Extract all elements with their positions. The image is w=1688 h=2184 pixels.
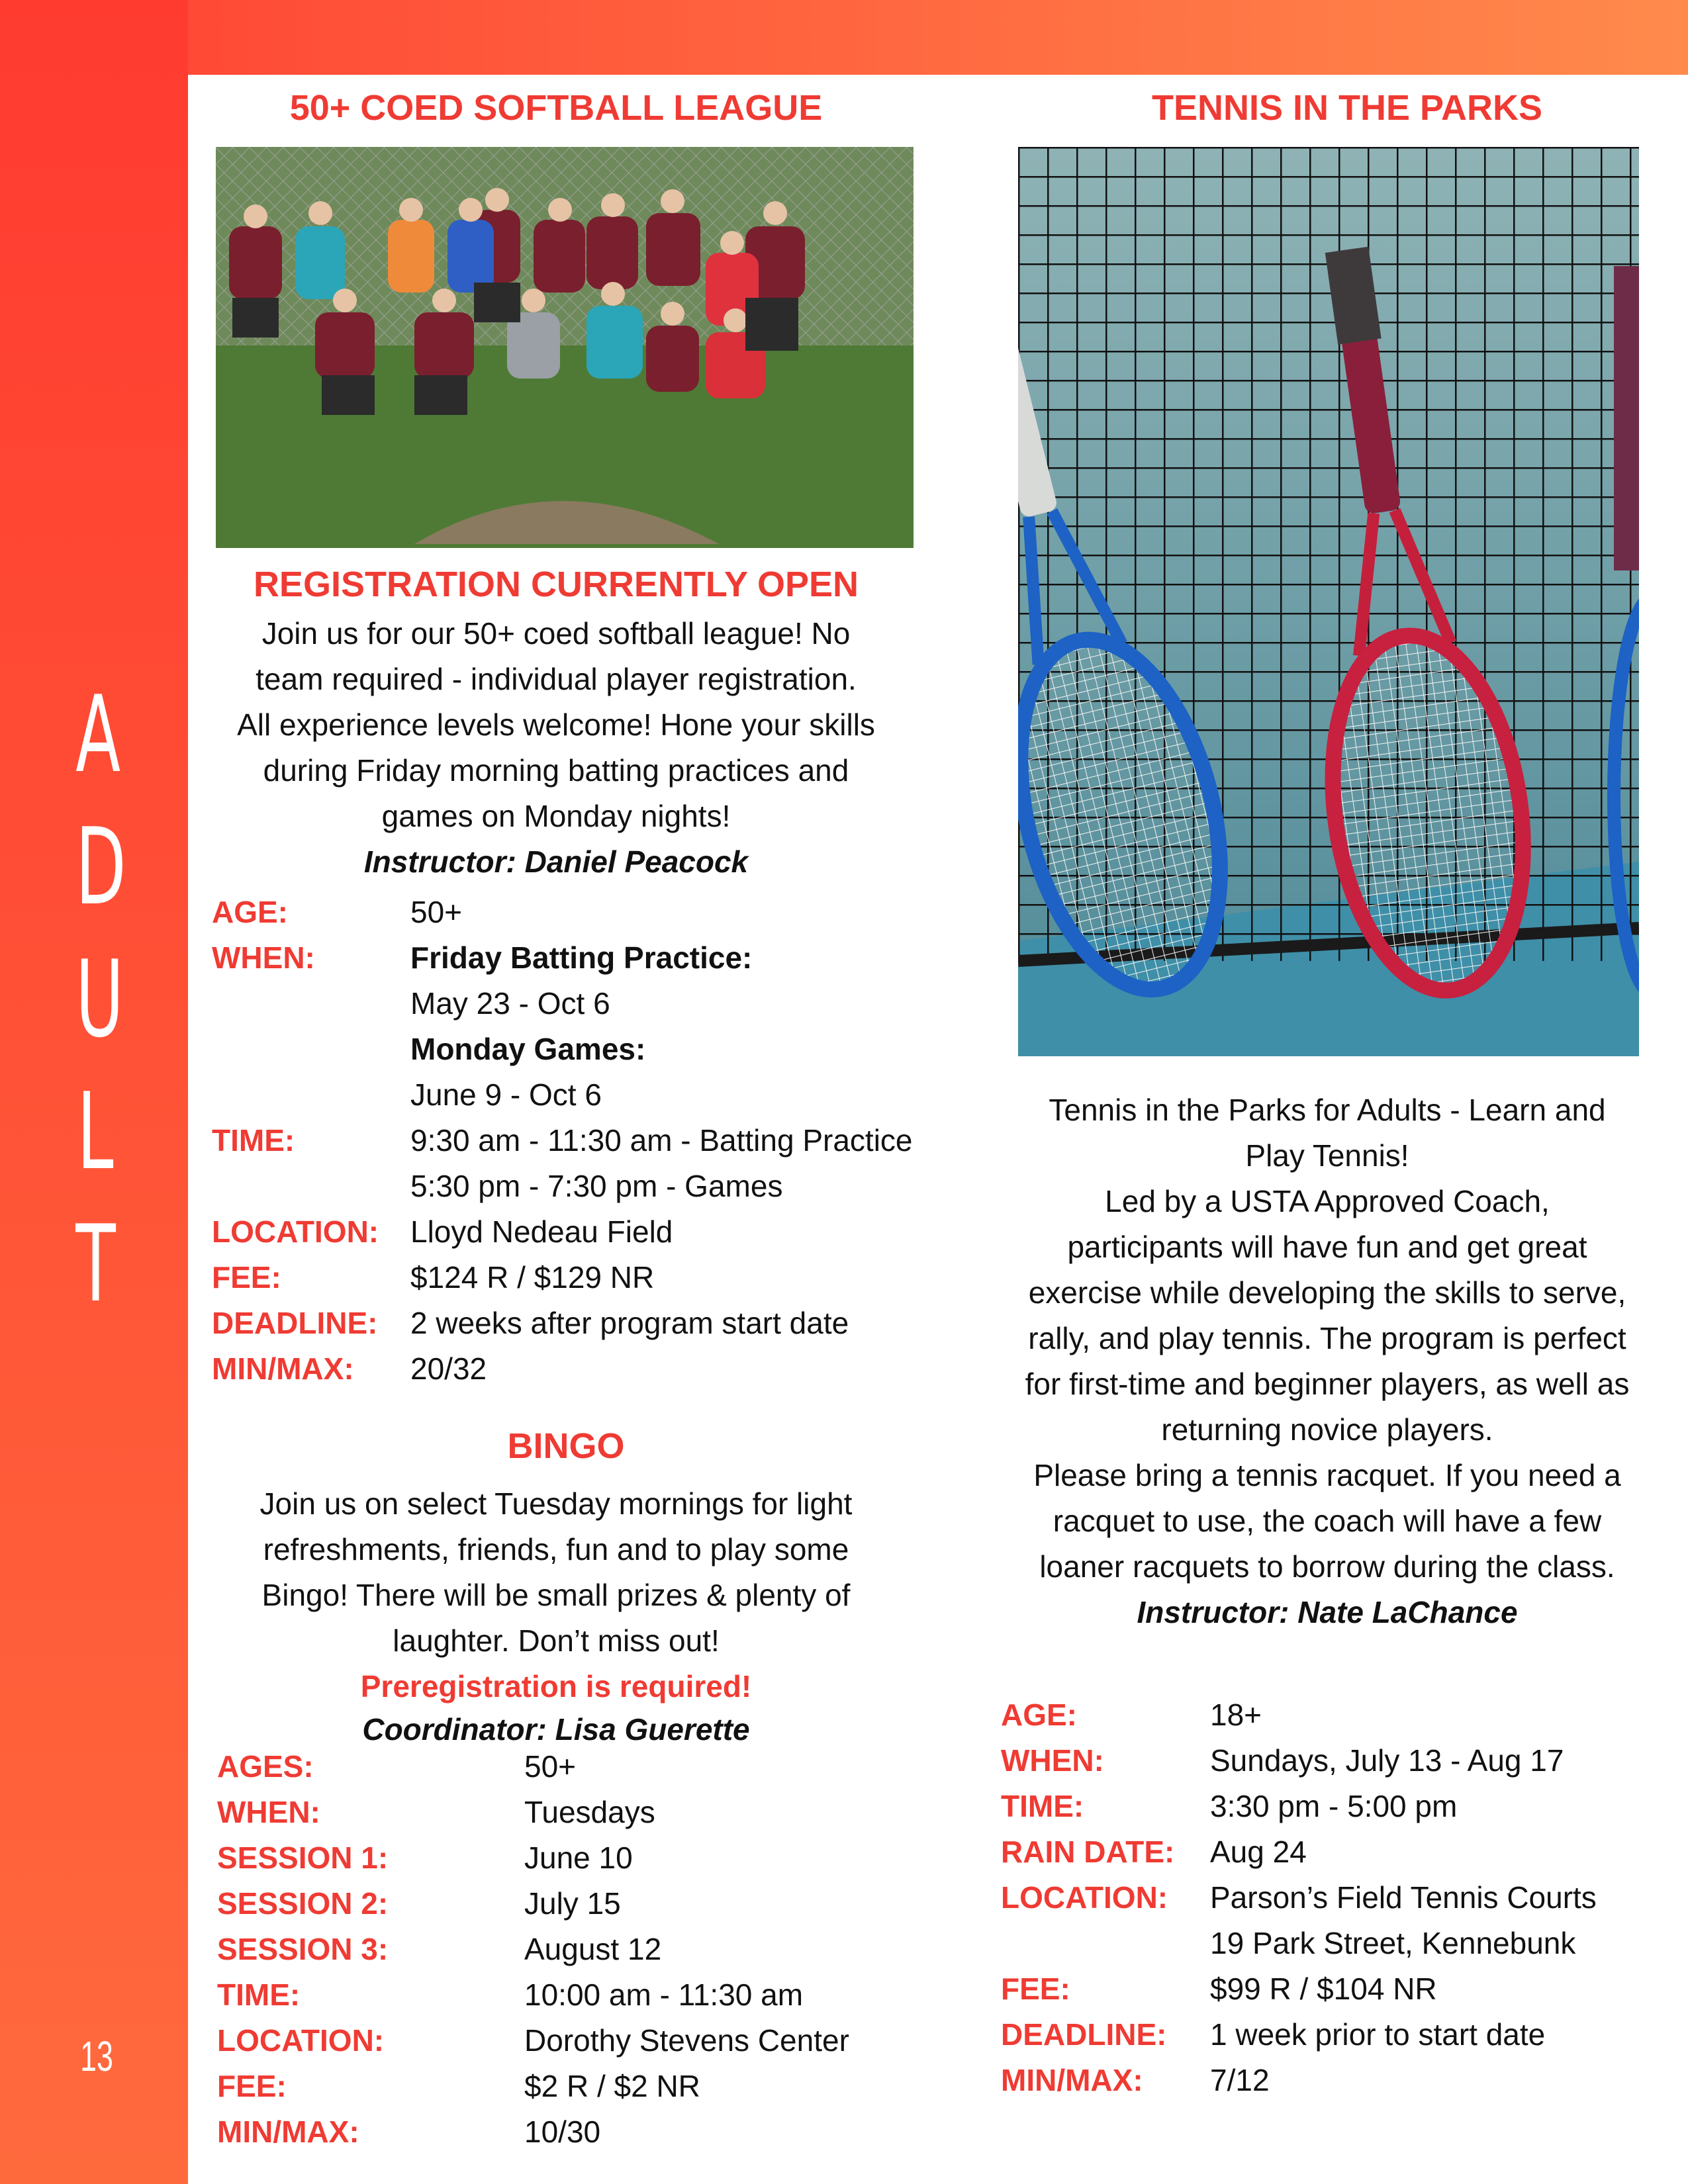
bingo-title: BINGO — [507, 1426, 625, 1466]
section-letter: T — [75, 1202, 116, 1326]
section-letter: L — [77, 1069, 114, 1193]
description-line: All experience levels welcome! Hone your skills — [237, 707, 875, 742]
detail-label: FEE: — [1001, 1972, 1070, 2006]
detail-value: 50+ — [524, 1749, 577, 1784]
description-line: laughter. Don’t miss out! — [393, 1623, 720, 1658]
detail-value: 20/32 — [410, 1351, 487, 1386]
detail-label: DEADLINE: — [1001, 2017, 1167, 2052]
detail-label: WHEN: — [212, 940, 315, 975]
detail-value: Parson’s Field Tennis Courts — [1210, 1880, 1597, 1915]
detail-value: 5:30 pm - 7:30 pm - Games — [410, 1169, 783, 1203]
description-line: during Friday morning batting practices and — [263, 753, 849, 788]
detail-label: LOCATION: — [217, 2023, 385, 2058]
detail-label: TIME: — [1001, 1789, 1084, 1823]
detail-label: SESSION 2: — [217, 1886, 389, 1921]
description-line: for first-time and beginner players, as well as — [1025, 1367, 1630, 1401]
description-line: participants will have fun and get great — [1067, 1230, 1587, 1264]
page-number: 13 — [80, 2032, 113, 2080]
description-line: exercise while developing the skills to serve, — [1028, 1275, 1626, 1310]
detail-label: SESSION 1: — [217, 1841, 389, 1875]
detail-value: 19 Park Street, Kennebunk — [1210, 1926, 1576, 1960]
softball-description — [192, 611, 920, 885]
description-line: racquet to use, the coach will have a few — [1053, 1504, 1602, 1538]
detail-label: MIN/MAX: — [212, 1351, 354, 1386]
detail-label: DEADLINE: — [212, 1306, 378, 1340]
description-line: Bingo! There will be small prizes & plenty of — [261, 1578, 851, 1612]
top-band — [188, 0, 1688, 75]
detail-label: TIME: — [212, 1123, 295, 1158]
detail-value: Tuesdays — [524, 1795, 655, 1829]
softball-photo-illustration — [216, 147, 914, 548]
registration-open-heading: REGISTRATION CURRENTLY OPEN — [253, 565, 859, 604]
detail-value: Aug 24 — [1210, 1835, 1307, 1869]
tennis-description — [996, 1087, 1658, 1635]
detail-value: 3:30 pm - 5:00 pm — [1210, 1789, 1458, 1823]
detail-value: Sundays, July 13 - Aug 17 — [1210, 1743, 1564, 1778]
detail-value: Friday Batting Practice: — [410, 940, 753, 975]
detail-label: AGES: — [217, 1749, 314, 1784]
tennis-title: TENNIS IN THE PARKS — [1151, 88, 1543, 128]
detail-value: 7/12 — [1210, 2063, 1270, 2097]
detail-label: FEE: — [212, 1260, 281, 1295]
detail-value: 10:00 am - 11:30 am — [524, 1978, 804, 2012]
detail-label: TIME: — [217, 1978, 301, 2012]
tennis-racquets-photo — [1018, 147, 1639, 1056]
detail-value: 1 week prior to start date — [1210, 2017, 1546, 2052]
detail-label: AGE: — [212, 895, 288, 929]
softball-team-photo — [216, 147, 914, 548]
description-line: Please bring a tennis racquet. If you need a — [1033, 1458, 1621, 1492]
detail-label: AGE: — [1001, 1698, 1077, 1732]
tennis-instructor: Instructor: Nate LaChance — [1137, 1595, 1518, 1629]
detail-value: July 15 — [524, 1886, 621, 1921]
description-line: Play Tennis! — [1245, 1138, 1409, 1173]
description-line: Tennis in the Parks for Adults - Learn and — [1049, 1093, 1606, 1127]
bingo-coordinator: Coordinator: Lisa Guerette — [362, 1712, 750, 1747]
softball-instructor: Instructor: Daniel Peacock — [363, 844, 749, 879]
detail-label: MIN/MAX: — [1001, 2063, 1143, 2097]
detail-value: May 23 - Oct 6 — [410, 986, 610, 1021]
detail-value: Monday Games: — [410, 1032, 646, 1066]
detail-value: Lloyd Nedeau Field — [410, 1214, 673, 1249]
description-line: team required - individual player registration. — [256, 662, 857, 696]
section-letter: U — [75, 937, 124, 1061]
detail-value: June 9 - Oct 6 — [410, 1077, 602, 1112]
section-label-adult — [75, 668, 126, 1330]
detail-label: MIN/MAX: — [217, 2115, 359, 2149]
description-line: Join us on select Tuesday mornings for light — [259, 1486, 853, 1521]
description-line: Led by a USTA Approved Coach, — [1105, 1184, 1550, 1218]
description-line: loaner racquets to borrow during the class. — [1039, 1549, 1615, 1584]
detail-label: WHEN: — [217, 1795, 320, 1829]
detail-value: 50+ — [410, 895, 463, 929]
detail-label: WHEN: — [1001, 1743, 1104, 1778]
description-line: Join us for our 50+ coed softball league! No — [261, 616, 851, 651]
detail-value: $124 R / $129 NR — [410, 1260, 655, 1295]
detail-value: 18+ — [1210, 1698, 1262, 1732]
detail-value: 10/30 — [524, 2115, 601, 2149]
detail-label: FEE: — [217, 2069, 287, 2103]
detail-label: LOCATION: — [1001, 1880, 1168, 1915]
detail-value: June 10 — [524, 1841, 633, 1875]
section-letter: D — [75, 805, 126, 929]
softball-title: 50+ COED SOFTBALL LEAGUE — [289, 88, 823, 128]
preregistration-note: Preregistration is required! — [360, 1669, 752, 1704]
description-line: games on Monday nights! — [381, 799, 731, 833]
detail-value: $99 R / $104 NR — [1210, 1972, 1437, 2006]
detail-value: Dorothy Stevens Center — [524, 2023, 849, 2058]
description-line: rally, and play tennis. The program is perfect — [1028, 1321, 1626, 1355]
tennis-photo-illustration — [1018, 147, 1639, 1056]
detail-value: August 12 — [524, 1932, 662, 1966]
detail-value: 9:30 am - 11:30 am - Batting Practice — [410, 1123, 913, 1158]
detail-label: SESSION 3: — [217, 1932, 389, 1966]
section-letter: A — [75, 672, 121, 796]
description-line: refreshments, friends, fun and to play some — [263, 1532, 849, 1567]
detail-value: $2 R / $2 NR — [524, 2069, 700, 2103]
detail-label: LOCATION: — [212, 1214, 379, 1249]
bingo-description — [192, 1481, 920, 1749]
description-line: returning novice players. — [1161, 1412, 1493, 1447]
detail-label: RAIN DATE: — [1001, 1835, 1175, 1869]
detail-value: 2 weeks after program start date — [410, 1306, 849, 1340]
